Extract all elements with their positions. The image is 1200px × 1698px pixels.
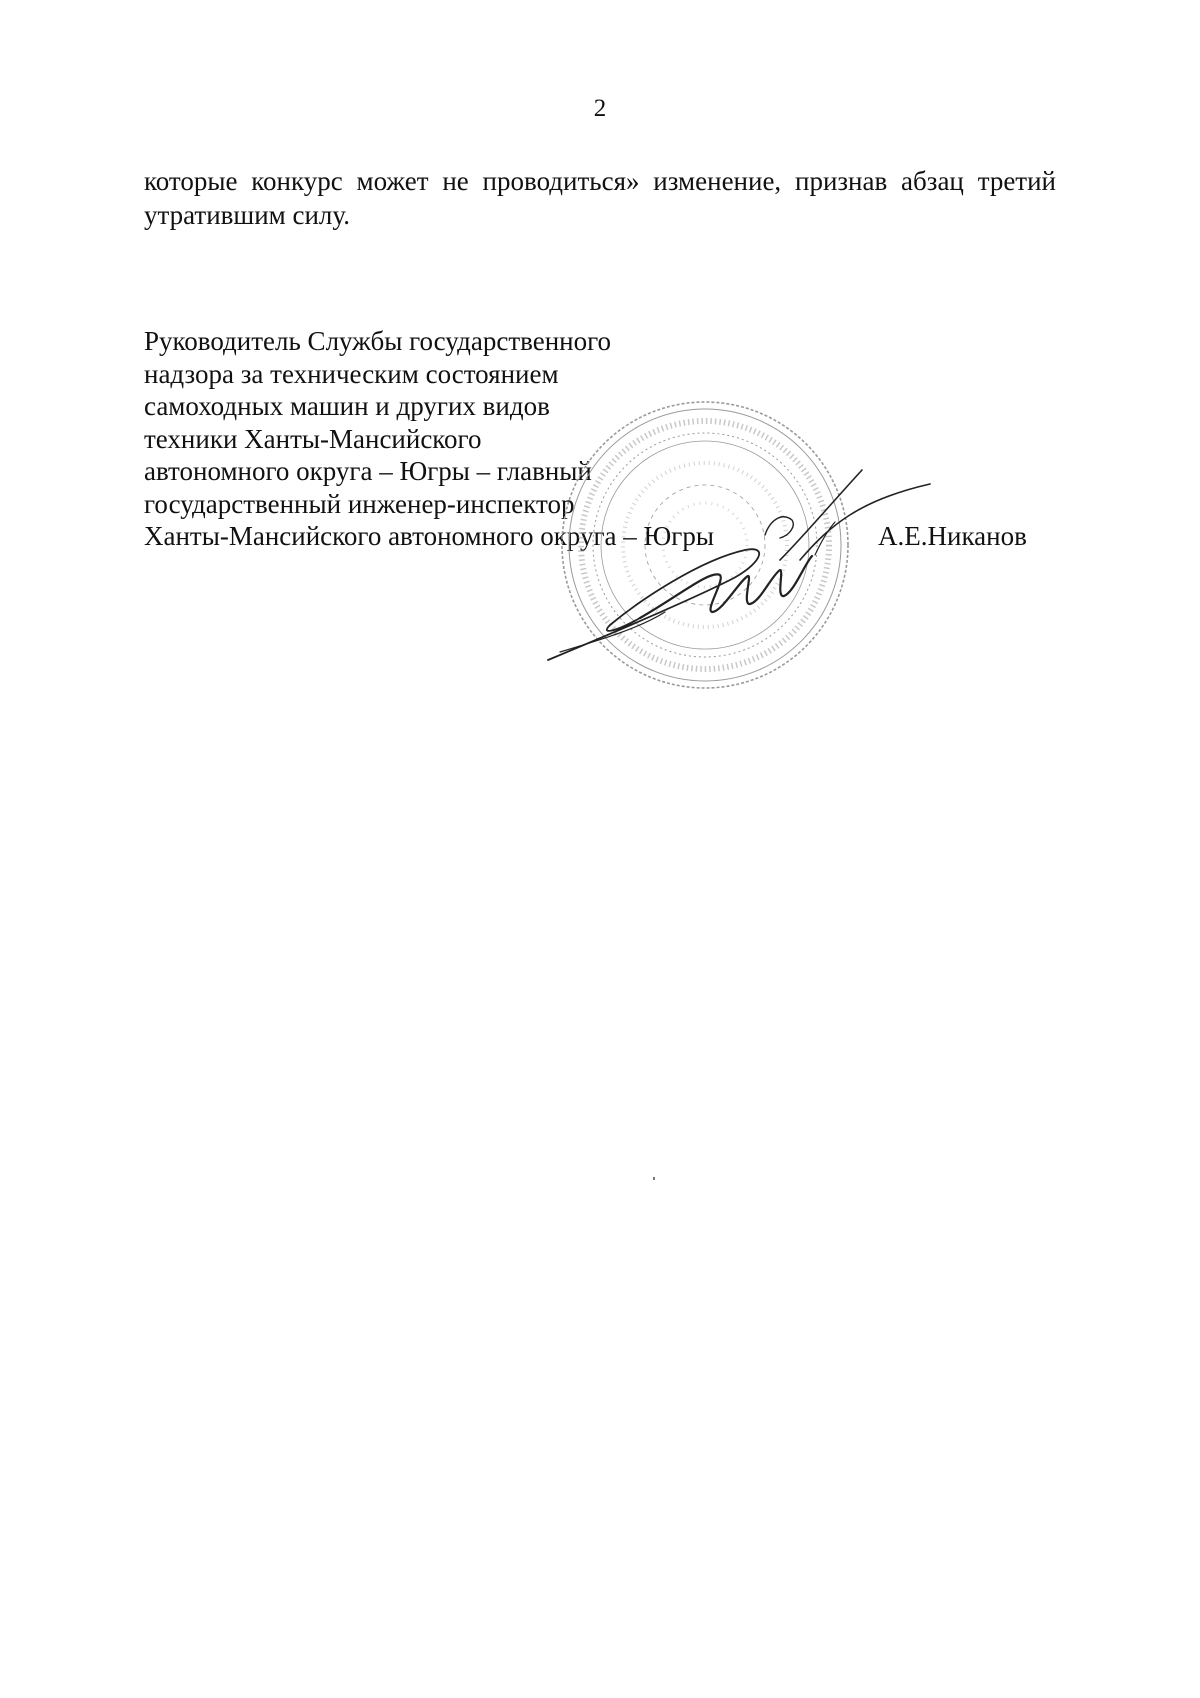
position-line: самоходных машин и других видов — [144, 391, 550, 421]
page-number: 2 — [593, 95, 607, 122]
signatory-position — [144, 325, 864, 553]
position-line: техники Ханты-Мансийского — [144, 423, 482, 454]
position-line: государственный инженер-инспектор — [144, 488, 575, 519]
body-line: которые конкурс может не проводиться» изменение, признав абзац третий — [144, 166, 1056, 196]
signatory-name: А.Е.Никанов — [878, 521, 1027, 551]
position-line: Руководитель Службы государственного — [144, 326, 611, 356]
position-line: автономного округа – Югры – главный — [144, 456, 592, 486]
body-line: утратившим силу. — [144, 200, 350, 230]
position-line: надзора за техническим состоянием — [144, 358, 559, 389]
position-line: Ханты-Мансийского автономного округа – Югры — [144, 521, 714, 551]
body-paragraph — [144, 164, 1056, 232]
scan-speck — [653, 1177, 655, 1180]
